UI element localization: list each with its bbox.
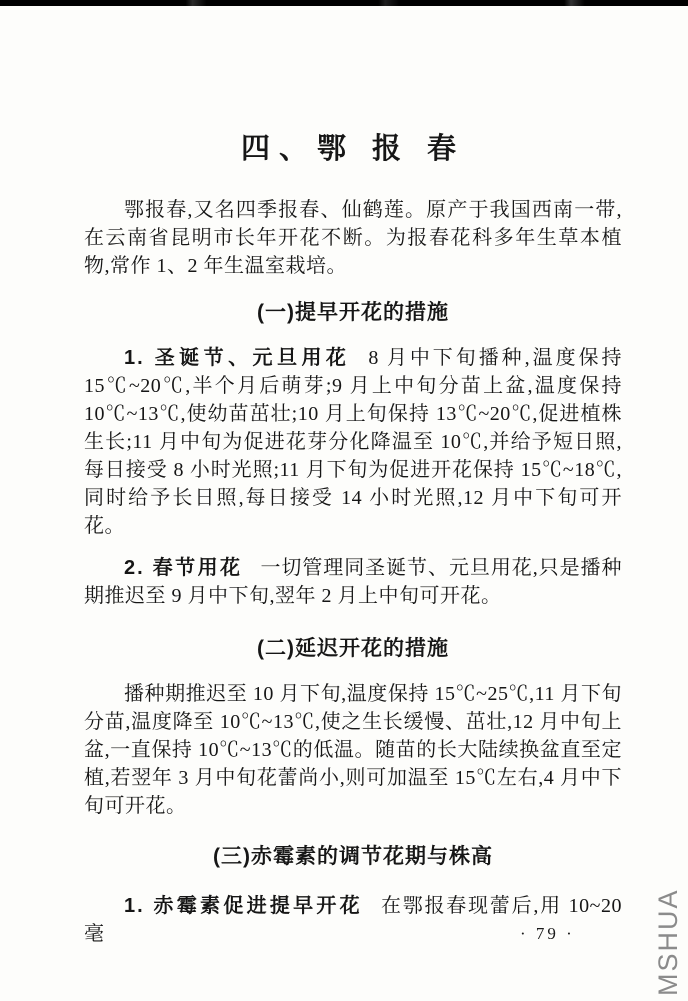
paragraph-delayed-flowering: 播种期推迟至 10 月下旬,温度保持 15℃~25℃,11 月下旬分苗,温度降至 10℃~13℃,使之生长缓慢、茁壮,12 月中旬上盆,一直保持 10℃~13℃的低温。随苗的长大陆续换盆直至定植,若翌年 3 月中旬花蕾尚小,则可加温至 15℃左右,4 月中下旬可开花。: [84, 683, 622, 817]
section-heading-early-flowering: (一)提早开花的措施: [257, 301, 449, 324]
chapter-title: 四、鄂 报 春: [240, 133, 466, 165]
section-heading-gibberellin: (三)赤霉素的调节花期与株高: [213, 845, 493, 868]
paragraph-text: 在鄂报春现蕾后,用 10~20 毫: [84, 895, 622, 945]
paragraph-christmas-newyear: [84, 344, 622, 540]
page-number: · 79 ·: [520, 924, 575, 943]
paragraph-lead: 2. 春节用花: [124, 557, 243, 579]
paragraph-text: 8 月中下旬播种,温度保持 15℃~20℃,半个月后萌芽;9 月上中旬分苗上盆,温度保持 10℃~13℃,使幼苗茁壮;10 月上旬保持 13℃~20℃,促进植株生长;11 月中旬为促进花芽分化降温至 10℃,并给予短日照,每日接受 8 小时光照;11 月下旬为促进开花保持 15℃~18℃,同时给予长日照,每日接受 14 小时光照,12 月中下旬可开花。: [84, 347, 622, 537]
paragraph-text: 一切管理同圣诞节、元旦用花,只是播种期推迟至 9 月中下旬,翌年 2 月上中旬可开花。: [84, 557, 622, 607]
watermark: MSHUA: [653, 888, 683, 996]
paragraph-lead: 1. 圣诞节、元旦用花: [124, 347, 351, 369]
section-heading-delayed-flowering: (二)延迟开花的措施: [257, 637, 449, 660]
paragraph-spring-festival: [84, 554, 622, 610]
intro-paragraph: 鄂报春,又名四季报春、仙鹤莲。原产于我国西南一带,在云南省昆明市长年开花不断。为报春花科多年生草本植物,常作 1、2 年生温室栽培。: [84, 199, 622, 277]
page-content: [84, 6, 622, 948]
paragraph-lead: 1. 赤霉素促进提早开花: [124, 895, 363, 917]
